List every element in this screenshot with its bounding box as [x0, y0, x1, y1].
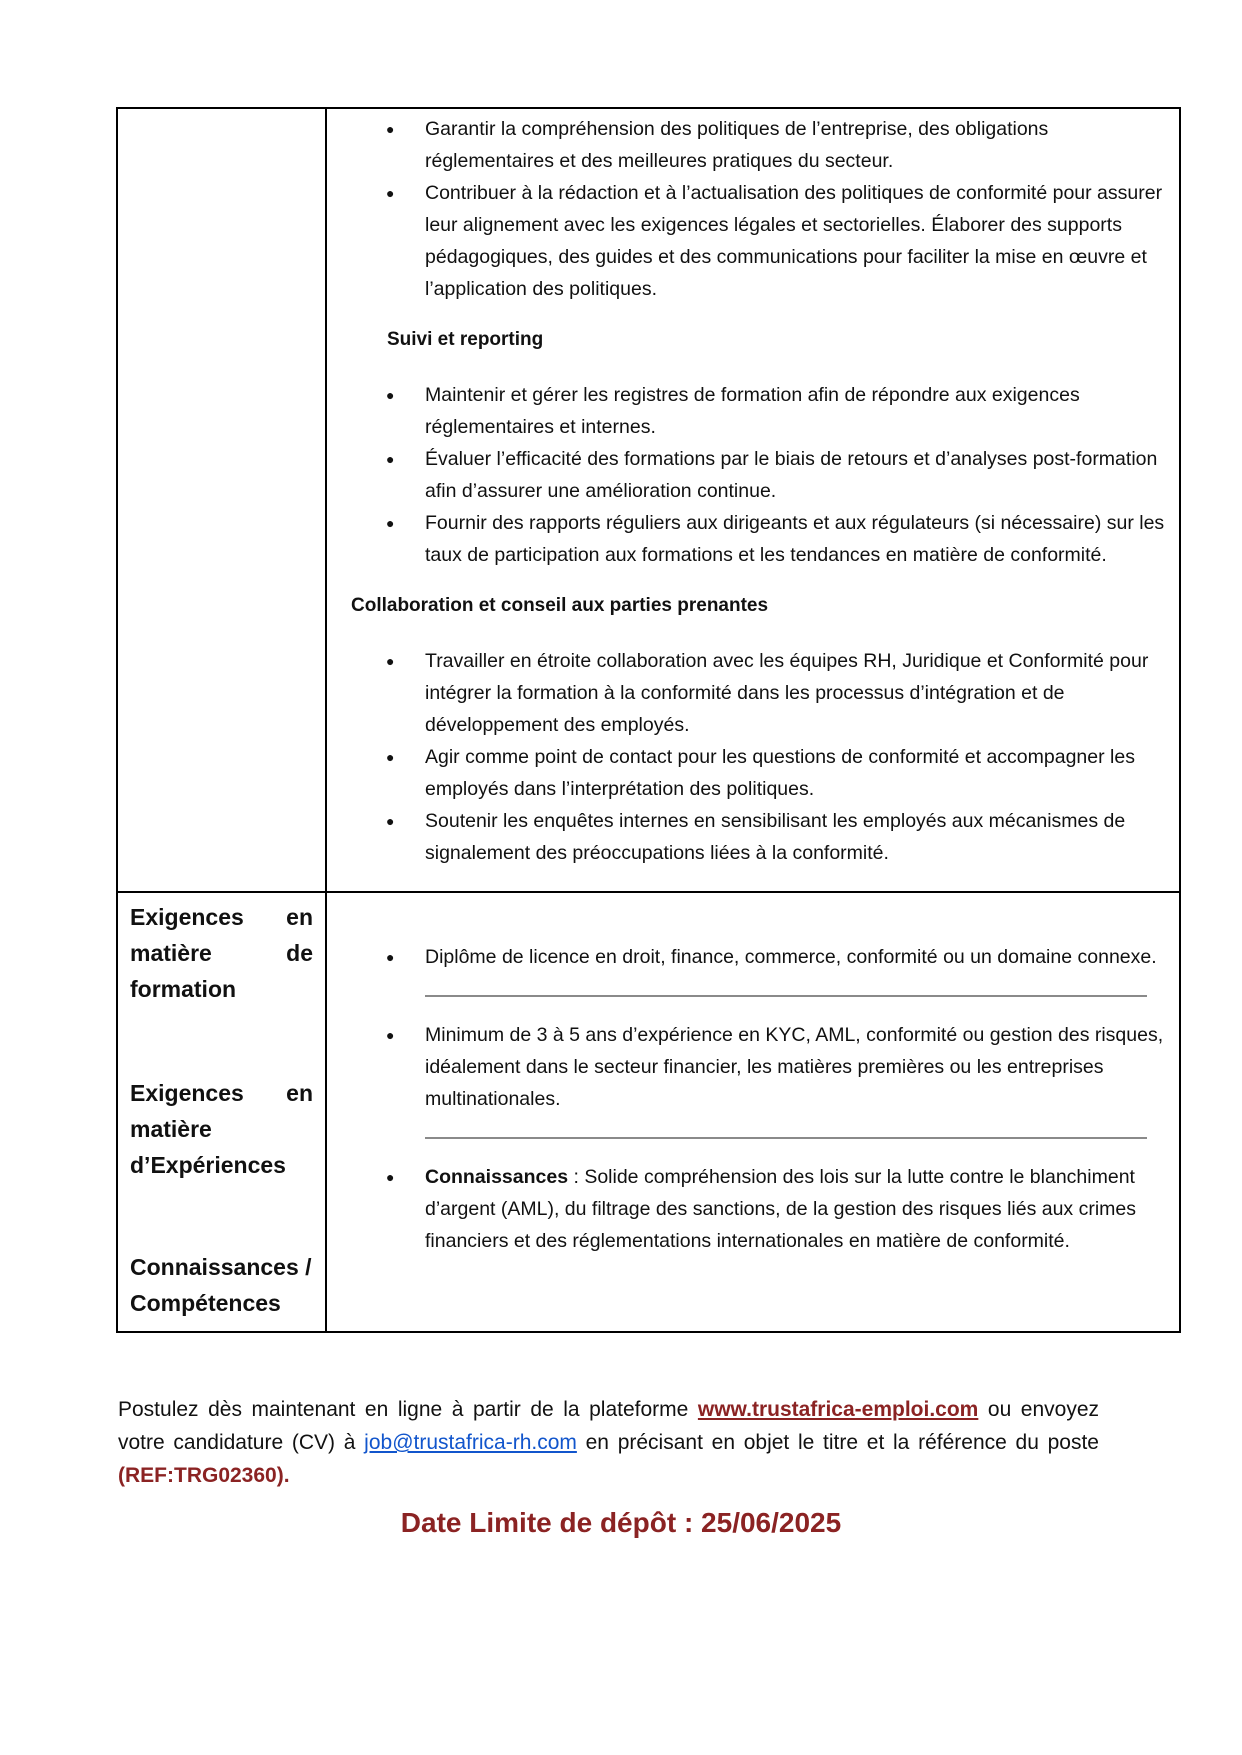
missions-content-cell [326, 108, 1180, 892]
list-item: ● Évaluer l’efficacité des formations par le biais de retours et d’analyses post-formation afin d’assurer une amélioration continue. [339, 443, 1165, 507]
requirements-row [117, 892, 1180, 1332]
suivi-bullet-list [339, 379, 1165, 571]
job-reference: (REF:TRG02360). [118, 1464, 290, 1487]
section-title-collaboration: Collaboration et conseil aux parties prenantes [351, 595, 769, 616]
list-item: ● Travailler en étroite collaboration avec les équipes RH, Juridique et Conformité pour intégrer la formation à la conformité dans les processus d’intégration et de développement des employés. [339, 645, 1165, 741]
list-item: ● Garantir la compréhension des politiques de l’entreprise, des obligations réglementaires et des meilleures pratiques du secteur. [339, 113, 1165, 177]
list-item: ● Soutenir les enquêtes internes en sensibilisant les employés aux mécanismes de signalement des préoccupations liées à la conformité. [339, 805, 1165, 869]
missions-row [117, 108, 1180, 892]
list-item [339, 1161, 1165, 1257]
experience-label: Exigences en matière d’Expériences [130, 1080, 313, 1178]
competences-text: : Solide compréhension des lois sur la lutte contre le blanchiment d’argent (AML), du filtrage des sanctions, de la gestion des risques liés aux crimes financiers et des réglementations internationales en matière de conformité. [425, 1166, 1137, 1252]
list-item: ● Diplôme de licence en droit, finance, commerce, conformité ou un domaine connexe. [339, 941, 1165, 973]
requirements-label-cell [117, 892, 326, 1332]
missions-label-cell [117, 108, 326, 892]
website-link[interactable]: www.trustafrica-emploi.com [697, 1398, 979, 1421]
list-item: ● Agir comme point de contact pour les questions de conformité et accompagner les employés dans l’interprétation des politiques. [339, 741, 1165, 805]
formation-list [339, 941, 1165, 973]
competences-label: Connaissances / Compétences [130, 1254, 312, 1316]
requirements-content-cell [326, 892, 1180, 1332]
list-item: ● Contribuer à la rédaction et à l’actualisation des politiques de conformité pour assurer leur alignement avec les exigences légales et sectorielles. Élaborer des supports pédagogiques, des guides et des communications pour faciliter la mise en œuvre et l’application des politiques. [339, 177, 1165, 305]
formation-label: Exigences en matière de formation [130, 904, 313, 1002]
email-link[interactable]: job@trustafrica-rh.com [364, 1431, 577, 1454]
deadline: Date Limite de dépôt : 25/06/2025 [400, 1507, 842, 1538]
section-title-suivi: Suivi et reporting [387, 329, 544, 350]
list-item: ● Minimum de 3 à 5 ans d’expérience en KYC, AML, conformité ou gestion des risques, idéalement dans le secteur financier, les matières premières ou les entreprises multinationales. [339, 1019, 1165, 1115]
list-item: ● Fournir des rapports réguliers aux dirigeants et aux régulateurs (si nécessaire) sur les taux de participation aux formations et les tendances en matière de conformité. [339, 507, 1165, 571]
collab-bullet-list [339, 645, 1165, 869]
list-item: ● Maintenir et gérer les registres de formation afin de répondre aux exigences réglementaires et internes. [339, 379, 1165, 443]
job-details-table [116, 107, 1181, 1333]
experience-list [339, 1019, 1165, 1115]
divider [425, 1137, 1147, 1139]
intro-bullet-list [339, 113, 1165, 305]
competences-list [339, 1161, 1165, 1257]
application-instructions: Postulez dès maintenant en ligne à partir de la plateforme www.trustafrica-emploi.com ou envoyez votre candidature (CV) à job@trustafrica-rh.com en précisant en objet le titre et la référence du poste (REF:TRG02360). [118, 1398, 1099, 1487]
divider [425, 995, 1147, 997]
competences-key: Connaissances [425, 1166, 569, 1188]
